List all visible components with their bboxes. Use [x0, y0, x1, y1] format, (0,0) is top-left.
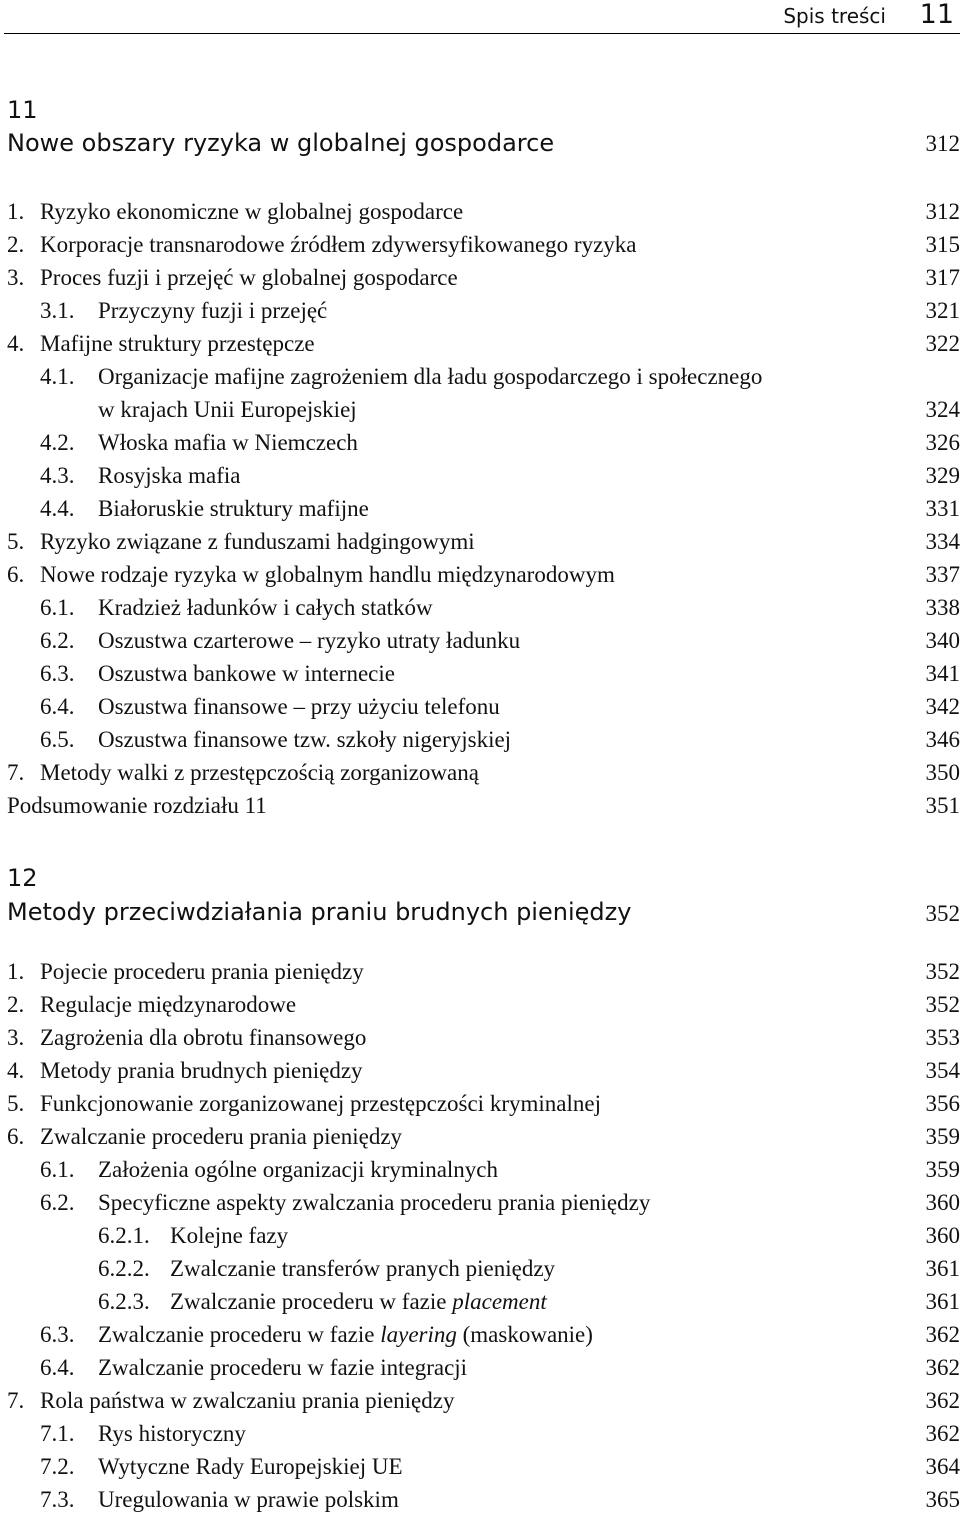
chapter-title: Metody przeciwdziałania praniu brudnych pieniędzy [7, 898, 631, 926]
toc-entry-page: 324 [926, 397, 960, 423]
toc-entry-number: 7.2. [40, 1454, 75, 1480]
toc-entry-number: 6.2. [40, 628, 75, 654]
toc-entry-title-text: Metody walki z przestępczością zorganizowaną [40, 760, 479, 785]
toc-entry-number: 6.1. [40, 1157, 75, 1183]
toc-entry-page: 326 [926, 430, 960, 456]
toc-entry-title [170, 1289, 547, 1315]
toc-entry-title [98, 364, 762, 390]
toc-entry-title-text: Proces fuzji i przejęć w globalnej gospodarce [40, 265, 458, 290]
toc-entry-title-text: Zwalczanie procederu w fazie [170, 1289, 452, 1314]
toc-entry-title-suffix: (maskowanie) [457, 1322, 593, 1347]
toc-entry [0, 331, 960, 364]
toc-entry-page: 329 [926, 463, 960, 489]
toc-entry-number: 6. [7, 1124, 24, 1150]
toc-entry-title [98, 661, 395, 687]
toc-entry-number: 6.1. [40, 595, 75, 621]
toc-entry [0, 199, 960, 232]
toc-entry-number: 7.3. [40, 1487, 75, 1513]
toc-entry-number: 4.1. [40, 364, 75, 390]
toc-entry-title [98, 298, 327, 324]
toc-entry-page: 352 [926, 992, 960, 1018]
toc-entry-number: 4. [7, 331, 24, 357]
toc-entry [0, 463, 960, 496]
toc-entry-number: 4.4. [40, 496, 75, 522]
toc-entry [0, 628, 960, 661]
toc-entry-title-text: Nowe rodzaje ryzyka w globalnym handlu międzynarodowym [40, 562, 615, 587]
toc-entry-number: 3. [7, 1025, 24, 1051]
toc-entry-number: 5. [7, 1091, 24, 1117]
toc-entry [0, 430, 960, 463]
toc-entry-title [98, 727, 511, 753]
toc-entry-title [98, 1190, 650, 1216]
toc-entry-page: 364 [926, 1454, 960, 1480]
page-header [0, 0, 960, 36]
toc-entry [0, 265, 960, 298]
toc-entry-title [40, 232, 636, 258]
toc-entry-title-text: Korporacje transnarodowe źródłem zdywersyfikowanego ryzyka [40, 232, 636, 257]
toc-entry-title [98, 1421, 246, 1447]
toc-entry [0, 760, 960, 793]
toc-entry [0, 793, 960, 826]
toc-entry-title-text: Regulacje międzynarodowe [40, 992, 296, 1017]
toc-entry [0, 1025, 960, 1058]
toc-entry-page: 361 [926, 1289, 960, 1315]
toc-entry-number: 4.3. [40, 463, 75, 489]
toc-entry-page: 340 [926, 628, 960, 654]
toc-entry-page: 342 [926, 694, 960, 720]
toc-entry-page: 354 [926, 1058, 960, 1084]
toc-entry-title [40, 1025, 366, 1051]
toc-entry [0, 496, 960, 529]
toc-entry-title [40, 1124, 402, 1150]
toc-entry-page: 338 [926, 595, 960, 621]
toc-entry-page: 312 [926, 199, 960, 225]
toc-entry-title-text: Rys historyczny [98, 1421, 246, 1446]
toc-entry-title-text: Uregulowania w prawie polskim [98, 1487, 399, 1512]
toc-entry [0, 1388, 960, 1421]
toc-entry-title-text: Ryzyko związane z funduszami hadgingowymi [40, 529, 475, 554]
toc-entry [0, 232, 960, 265]
toc-entry [0, 1223, 960, 1256]
running-header-title: Spis treści [783, 4, 886, 28]
toc-entry [0, 694, 960, 727]
toc-entry-page: 361 [926, 1256, 960, 1282]
toc-entry-title [40, 331, 315, 357]
toc-entry-number: 6.4. [40, 694, 75, 720]
toc-entry-title [170, 1223, 288, 1249]
toc-entry-title [98, 628, 520, 654]
toc-entry-page: 362 [926, 1421, 960, 1447]
toc-entry-number: 4.2. [40, 430, 75, 456]
toc-entry-title-text: Przyczyny fuzji i przejęć [98, 298, 327, 323]
toc-entry-page: 362 [926, 1322, 960, 1348]
toc-entry [0, 1322, 960, 1355]
toc-entry-title-text: Podsumowanie rozdziału 11 [7, 793, 267, 818]
toc-entry-page: 359 [926, 1124, 960, 1150]
toc-entry-title-text: Zwalczanie transferów pranych pieniędzy [170, 1256, 555, 1281]
toc-entry-title [40, 1388, 454, 1414]
toc-entry-title [98, 1487, 399, 1513]
toc-entry-page: 352 [926, 959, 960, 985]
toc-entry-page: 353 [926, 1025, 960, 1051]
toc-entry-title-text: Funkcjonowanie zorganizowanej przestępczości kryminalnej [40, 1091, 601, 1116]
header-rule [4, 33, 960, 34]
toc-entry-number: 2. [7, 992, 24, 1018]
toc-entry-number: 7.1. [40, 1421, 75, 1447]
toc-entry [0, 1355, 960, 1388]
toc-entry [0, 727, 960, 760]
toc-entry-page: 360 [926, 1190, 960, 1216]
toc-entry-title [98, 1355, 467, 1381]
toc-entry-title [40, 1091, 601, 1117]
toc-entry-page: 321 [926, 298, 960, 324]
toc-entry-page: 350 [926, 760, 960, 786]
toc-entry-number: 6.4. [40, 1355, 75, 1381]
toc-entry-title-text: Włoska mafia w Niemczech [98, 430, 358, 455]
toc-entry-number: 6.2.1. [98, 1223, 150, 1249]
toc-entry-title [98, 595, 433, 621]
toc-entry [0, 1454, 960, 1487]
toc-entry [0, 1421, 960, 1454]
toc-entry-title-text: Rosyjska mafia [98, 463, 240, 488]
toc-entry-number: 6.2.2. [98, 1256, 150, 1282]
toc-entry-number: 5. [7, 529, 24, 555]
toc-entry-title-text: Kolejne fazy [170, 1223, 288, 1248]
toc-entry-number: 6. [7, 562, 24, 588]
toc-entry-title [7, 793, 267, 819]
toc-entry-number: 3.1. [40, 298, 75, 324]
toc-entry [0, 364, 960, 430]
toc-entry-title [40, 529, 475, 555]
toc-entry-title-text: Rola państwa w zwalczaniu prania pieniędzy [40, 1388, 454, 1413]
toc-entry [0, 298, 960, 331]
chapter-page: 312 [926, 131, 960, 157]
toc-entry-number: 7. [7, 760, 24, 786]
toc-entry-title-text: Kradzież ładunków i całych statków [98, 595, 433, 620]
toc-entry-page: 331 [926, 496, 960, 522]
toc-entry-page: 334 [926, 529, 960, 555]
toc-entry [0, 529, 960, 562]
chapter-number: 12 [7, 864, 38, 892]
toc-entry [0, 1124, 960, 1157]
toc-entry-title-text: Pojecie procederu prania pieniędzy [40, 959, 364, 984]
toc-entry-number: 6.3. [40, 1322, 75, 1348]
toc-entry [0, 595, 960, 628]
toc-entry-title-text: Białoruskie struktury mafijne [98, 496, 369, 521]
toc-entry [0, 992, 960, 1025]
toc-entry-title [98, 1322, 593, 1348]
toc-entry [0, 1091, 960, 1124]
toc-entry-title-italic: placement [452, 1289, 547, 1314]
toc-entry-title-text: Oszustwa finansowe – przy użyciu telefonu [98, 694, 500, 719]
toc-entry-number: 6.3. [40, 661, 75, 687]
toc-entry-title [40, 1058, 363, 1084]
toc-entry [0, 661, 960, 694]
toc-entry-title-continuation: w krajach Unii Europejskiej [98, 397, 357, 423]
chapter-page: 352 [926, 901, 960, 927]
toc-entry-page: 322 [926, 331, 960, 357]
toc-entry-title [98, 463, 240, 489]
toc-entry-page: 360 [926, 1223, 960, 1249]
toc-entry [0, 1289, 960, 1322]
toc-entry-title-text: Zwalczanie procederu w fazie integracji [98, 1355, 467, 1380]
toc-entry-page: 362 [926, 1355, 960, 1381]
toc-entry-page: 337 [926, 562, 960, 588]
toc-entry-title-text: Oszustwa finansowe tzw. szkoły nigeryjskiej [98, 727, 511, 752]
toc-entry-page: 341 [926, 661, 960, 687]
toc-entry-number: 6.5. [40, 727, 75, 753]
toc-entry [0, 1190, 960, 1223]
toc-entry [0, 562, 960, 595]
toc-entry-number: 4. [7, 1058, 24, 1084]
toc-entry-title-text: Zwalczanie procederu w fazie [98, 1322, 380, 1347]
toc-entry [0, 1157, 960, 1190]
toc-entry-title [40, 562, 615, 588]
toc-entry-number: 6.2. [40, 1190, 75, 1216]
chapter-number: 11 [7, 96, 38, 124]
toc-entry [0, 1058, 960, 1091]
toc-entry-title [98, 694, 500, 720]
running-header-page-number: 11 [920, 0, 954, 30]
toc-entry-page: 365 [926, 1487, 960, 1513]
toc-entry-title-text: Metody prania brudnych pieniędzy [40, 1058, 363, 1083]
toc-entry-title [98, 496, 369, 522]
toc-entry [0, 1256, 960, 1289]
toc-entry-title [40, 760, 479, 786]
toc-entry-title [40, 959, 364, 985]
toc-entry-page: 359 [926, 1157, 960, 1183]
toc-entry-title-text: Oszustwa bankowe w internecie [98, 661, 395, 686]
toc-entry-page: 315 [926, 232, 960, 258]
toc-entry-title-text: Organizacje mafijne zagrożeniem dla ładu gospodarczego i społecznego [98, 364, 762, 389]
toc-entry-page: 346 [926, 727, 960, 753]
toc-entry-number: 3. [7, 265, 24, 291]
toc-entry-title [40, 265, 458, 291]
toc-entry-title-text: Zagrożenia dla obrotu finansowego [40, 1025, 366, 1050]
toc-entry-title-text: Założenia ogólne organizacji kryminalnych [98, 1157, 498, 1182]
toc-entry-page: 356 [926, 1091, 960, 1117]
toc-entry-title-text: Specyficzne aspekty zwalczania procederu prania pieniędzy [98, 1190, 650, 1215]
toc-entry-title-text: Wytyczne Rady Europejskiej UE [98, 1454, 403, 1479]
toc-entry-title [40, 199, 463, 225]
toc-entry-title-text: Zwalczanie procederu prania pieniędzy [40, 1124, 402, 1149]
toc-entry-page: 351 [926, 793, 960, 819]
chapter-title: Nowe obszary ryzyka w globalnej gospodarce [7, 129, 554, 157]
toc-entry-title-italic: layering [380, 1322, 457, 1347]
toc-entry-title [98, 1454, 403, 1480]
toc-entry-title-text: Oszustwa czarterowe – ryzyko utraty ładunku [98, 628, 520, 653]
toc-entry-title [40, 992, 296, 1018]
toc-entry-title-text: Ryzyko ekonomiczne w globalnej gospodarce [40, 199, 463, 224]
toc-entry-number: 1. [7, 199, 24, 225]
toc-entry-number: 2. [7, 232, 24, 258]
toc-entry-number: 6.2.3. [98, 1289, 150, 1315]
toc-entry [0, 1487, 960, 1520]
toc-entry [0, 959, 960, 992]
toc-entry-number: 1. [7, 959, 24, 985]
toc-entry-title [170, 1256, 555, 1282]
toc-entry-title [98, 1157, 498, 1183]
toc-entry-page: 362 [926, 1388, 960, 1414]
toc-entry-title [98, 430, 358, 456]
toc-entry-title-text: Mafijne struktury przestępcze [40, 331, 315, 356]
toc-entry-number: 7. [7, 1388, 24, 1414]
toc-entry-page: 317 [926, 265, 960, 291]
